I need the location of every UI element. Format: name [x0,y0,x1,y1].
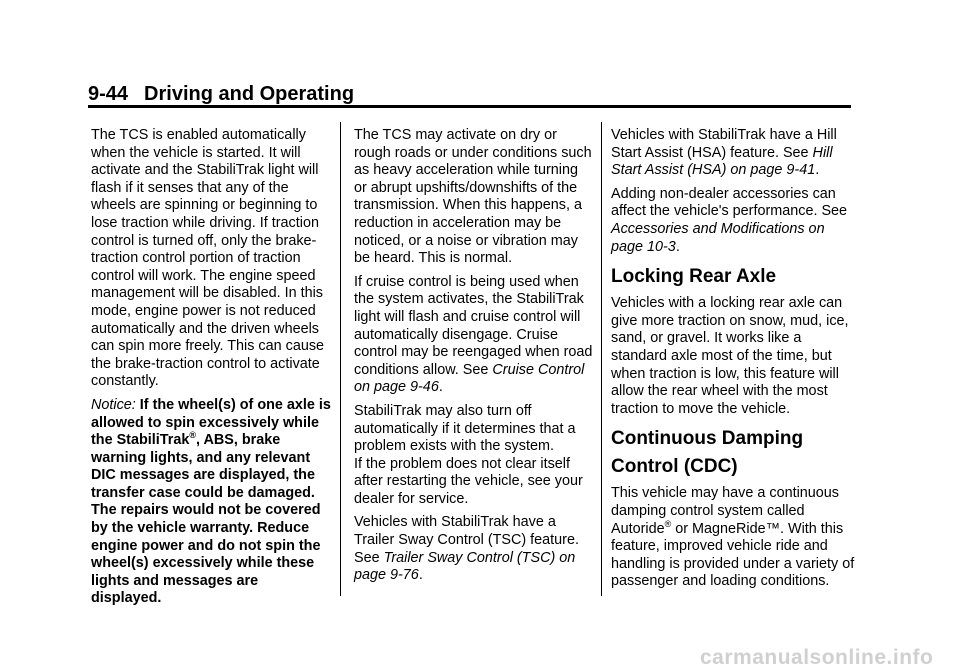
page-number: 9-44 [88,83,129,105]
notice-paragraph [91,397,331,608]
header-rule [88,105,851,108]
cruise-text: If cruise control is being used when the system activates, the StabiliTrak light will flash and cruise control will automatically disengage. Cruise control may be reengaged when road conditions allow. See [354,273,593,378]
paragraph-cruise [354,274,594,397]
section-title: Driving and Operating [144,83,355,105]
tsc-text: Vehicles with StabiliTrak have a Trailer Sway Control (TSC) feature. See [354,514,579,566]
accessories-link[interactable]: Accessories and Modifications on page 10-3 [611,220,825,255]
registered-mark: ® [189,430,197,441]
page-header [88,82,354,106]
hsa-text: Vehicles with StabiliTrak have a Hill Start Assist (HSA) feature. See [611,127,837,161]
period: . [815,162,820,179]
stabilitrak-off-a: StabiliTrak may also turn off automatically if it determines that a problem exists with the system. [354,402,576,455]
cdc-text-a: This vehicle may have a continuous damping control system called Autoride [611,485,839,537]
column-2 [354,127,594,591]
stabilitrak-off-b: If the problem does not clear itself after restarting the vehicle, see your dealer for service. [354,455,583,507]
paragraph-hsa [611,127,856,180]
column-1 [91,127,331,614]
column-3 [611,127,856,597]
notice-text-a: If the wheel(s) of one axle is allowed to spin excessively while the StabiliTrak [91,396,331,449]
period: . [675,238,680,255]
cdc-text-b: or MagneRide™. With this feature, improved vehicle ride and handling is provided under a variety of passenger and loading conditions. [611,520,855,590]
paragraph-accessories [611,186,856,256]
paragraph-tcs-enabled: The TCS is enabled automatically when the vehicle is started. It will activate and the StabiliTrak light will flash if it senses that any of the wheels are spinning or beginning to lose traction while driving. If traction control is turned off, only the brake-traction control portion of traction control will work. The engine speed management will be disabled. In this mode, engine power is not reduced automatically and the driven wheels can spin more freely. This can cause the brake-traction control to activate constantly. [91,127,325,390]
heading-locking-rear-axle: Locking Rear Axle [611,266,777,288]
watermark: carmanualsonline.info [700,646,934,669]
period: . [418,567,423,584]
tsc-link[interactable]: Trailer Sway Control (TSC) on page 9-76 [354,549,576,584]
accessories-text: Adding non-dealer accessories can affect the vehicle's performance. See [611,185,848,220]
paragraph-tcs-activate: The TCS may activate on dry or rough roads or under conditions such as heavy acceleration while turning or abrupt upshifts/downshifts of the transmission. When this happens, a reduction in acceleration may be noticed, or a noise or vibration may be heard. This is normal. [354,127,592,267]
column-divider-2 [601,122,602,596]
paragraph-tsc [354,514,594,584]
paragraph-locking-axle: Vehicles with a locking rear axle can give more traction on snow, mud, ice, sand, or gravel. It works like a standard axle most of the time, but when traction is low, this feature will allow the rear wheel with the most traction to move the vehicle. [611,295,849,417]
paragraph-cdc [611,485,856,591]
notice-label: Notice: [91,396,136,413]
column-divider-1 [340,122,341,596]
period: . [438,379,443,396]
notice-text-b: , ABS, brake warning lights, and any relevant DIC messages are displayed, the transfer case could be damaged. The repairs would not be covered by the vehicle warranty. Reduce engine power and do not spin the wheel(s) excessively while these lights and messages are displayed. [91,432,321,607]
paragraph-stabilitrak-off [354,403,594,509]
registered-mark: ® [664,518,672,529]
cruise-control-link[interactable]: Cruise Control on page 9-46 [354,361,585,396]
hsa-link[interactable]: Hill Start Assist (HSA) on page 9-41 [611,144,833,179]
heading-cdc: Continuous Damping Control (CDC) [611,428,804,478]
